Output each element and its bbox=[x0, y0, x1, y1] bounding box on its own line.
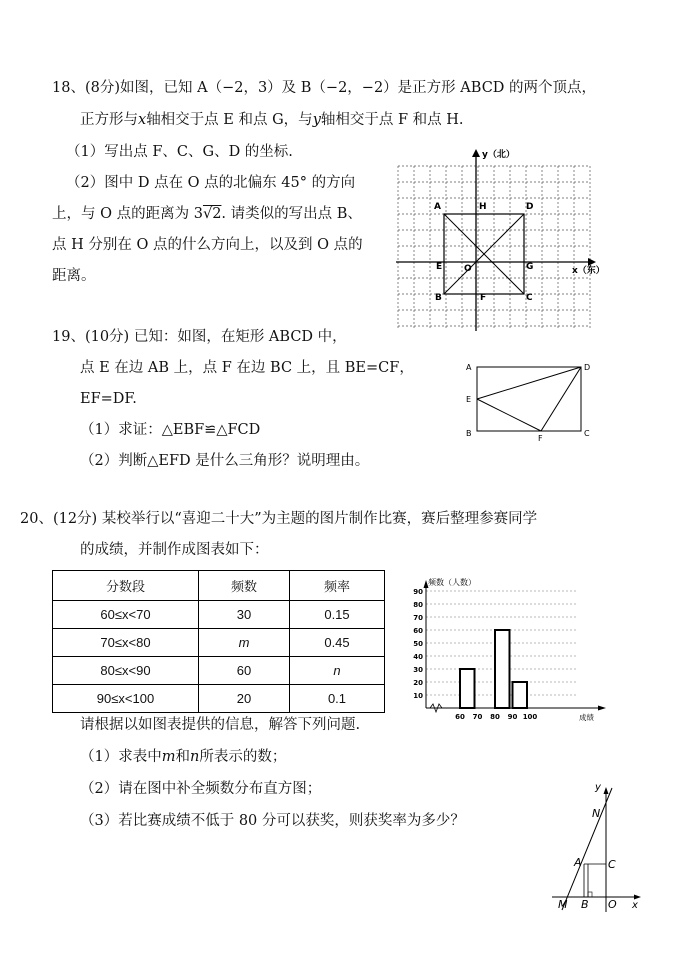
q20-part2: （2）请在图中补全频数分布直方图； bbox=[80, 781, 322, 797]
grid bbox=[398, 166, 590, 330]
table-cell: n bbox=[290, 657, 385, 685]
table-row bbox=[53, 629, 385, 657]
frequency-table bbox=[52, 570, 385, 713]
q19-part2: （2）判断△EFD 是什么三角形？说明理由。 bbox=[80, 453, 370, 469]
chart-marks bbox=[460, 630, 527, 708]
q20-part1: （1）求表中m和n所表示的数； bbox=[80, 749, 287, 765]
y-tick-label: 30 bbox=[413, 666, 423, 674]
label-O: O bbox=[608, 898, 617, 911]
y-tick-label: 10 bbox=[413, 692, 423, 700]
x-tick-label: 80 bbox=[490, 713, 500, 721]
point-G: G bbox=[526, 262, 534, 272]
label-N: N bbox=[592, 807, 601, 820]
table-cell: 60 bbox=[199, 657, 290, 685]
point-A: A bbox=[434, 202, 441, 212]
point-O: O bbox=[464, 264, 472, 274]
y-tick-label: 40 bbox=[413, 653, 423, 661]
table-cell: 90≤x<100 bbox=[53, 685, 199, 713]
table-cell: 30 bbox=[199, 601, 290, 629]
y-tick-label: 70 bbox=[413, 614, 423, 622]
table-row bbox=[53, 685, 385, 713]
q18-line2: 正方形与x轴相交于点 E 和点 G，与y轴相交于点 F 和点 H. bbox=[80, 112, 464, 128]
label-A: A bbox=[466, 363, 472, 372]
q19-rectangle-figure bbox=[460, 358, 595, 443]
label-B: B bbox=[581, 898, 589, 911]
x-tick-label: 70 bbox=[472, 713, 483, 721]
table-header-row bbox=[53, 571, 385, 601]
q18-part1: （1）写出点 F、C、G、D 的坐标. bbox=[66, 144, 293, 160]
table-cell: 0.1 bbox=[290, 685, 385, 713]
q18-part2-line3: 点 H 分别在 O 点的什么方向上，以及到 O 点的 bbox=[52, 237, 363, 253]
table-header: 频数 bbox=[199, 571, 290, 601]
table-cell: 0.45 bbox=[290, 629, 385, 657]
x-axis-label: x（东） bbox=[572, 266, 605, 276]
q18-part2-line4: 距离。 bbox=[52, 268, 96, 284]
table-row bbox=[53, 601, 385, 629]
q20-instructions: 请根据以如图表提供的信息，解答下列问题. bbox=[80, 717, 361, 733]
table-cell: 0.15 bbox=[290, 601, 385, 629]
y-tick-label: 20 bbox=[413, 679, 423, 687]
point-B: B bbox=[435, 293, 442, 303]
q18-part2-line2: 上，与 O 点的距离为 3√2. 请类似的写出点 B、 bbox=[52, 206, 362, 222]
y-axis-label: y（北） bbox=[482, 150, 515, 160]
q20-line2: 的成绩，并制作成图表如下： bbox=[80, 542, 269, 558]
y-tick-label: 90 bbox=[413, 588, 423, 596]
chart-title: 频数（人数） bbox=[428, 578, 476, 587]
q19-line1: 19、(10分) 已知：如图，在矩形 ABCD 中， bbox=[52, 329, 347, 345]
x-axis-title: 成绩 bbox=[579, 713, 594, 722]
line-figure bbox=[548, 784, 648, 914]
y-tick-label: 80 bbox=[413, 601, 423, 609]
label-D: D bbox=[584, 363, 591, 372]
q19-line3: EF=DF. bbox=[80, 391, 137, 407]
table-cell: 20 bbox=[199, 685, 290, 713]
q19-line2: 点 E 在边 AB 上，点 F 在边 BC 上，且 BE=CF， bbox=[80, 360, 414, 376]
x-tick-label: 100 bbox=[522, 713, 538, 721]
point-H: H bbox=[479, 202, 487, 212]
table-cell: 80≤x<90 bbox=[53, 657, 199, 685]
q19-part1: （1）求证：△EBF≌△FCD bbox=[80, 422, 261, 438]
histogram-bar bbox=[495, 630, 510, 708]
y-tick-label: 60 bbox=[413, 627, 423, 635]
label-B: B bbox=[466, 429, 472, 438]
label-A: A bbox=[574, 856, 582, 869]
q20-part3: （3）若比赛成绩不低于 80 分可以获奖，则获奖率为多少？ bbox=[80, 813, 465, 829]
point-C: C bbox=[526, 293, 533, 303]
q20-line1: 20、(12分) 某校举行以“喜迎二十大”为主题的图片制作比赛，赛后整理参赛同学 bbox=[20, 511, 538, 527]
q18-line1: 18、(8分)如图，已知 A（−2，3）及 B（−2，−2）是正方形 ABCD 的两个顶点， bbox=[52, 80, 597, 96]
label-C: C bbox=[608, 858, 616, 871]
y-tick-label: 50 bbox=[413, 640, 423, 648]
table-row bbox=[53, 657, 385, 685]
histogram-bar bbox=[513, 682, 528, 708]
q18-part2-line1: （2）图中 D 点在 O 点的北偏东 45° 的方向 bbox=[66, 175, 356, 191]
histogram-bar bbox=[460, 669, 475, 708]
table-cell: m bbox=[199, 629, 290, 657]
frequency-histogram bbox=[400, 576, 610, 726]
x-tick-label: 60 bbox=[455, 713, 465, 721]
x-tick-label: 90 bbox=[507, 713, 518, 721]
table-header: 频率 bbox=[290, 571, 385, 601]
table-cell: 70≤x<80 bbox=[53, 629, 199, 657]
label-y: y bbox=[595, 784, 601, 793]
table-header: 分数段 bbox=[53, 571, 199, 601]
label-F: F bbox=[538, 434, 543, 443]
label-E: E bbox=[466, 395, 472, 404]
point-F: F bbox=[480, 293, 487, 303]
point-D: D bbox=[526, 202, 534, 212]
label-x: x bbox=[632, 900, 638, 911]
table-cell: 60≤x<70 bbox=[53, 601, 199, 629]
label-M: M bbox=[558, 898, 568, 911]
label-C: C bbox=[584, 429, 590, 438]
q18-coordinate-figure bbox=[396, 145, 610, 333]
point-E: E bbox=[436, 262, 443, 272]
